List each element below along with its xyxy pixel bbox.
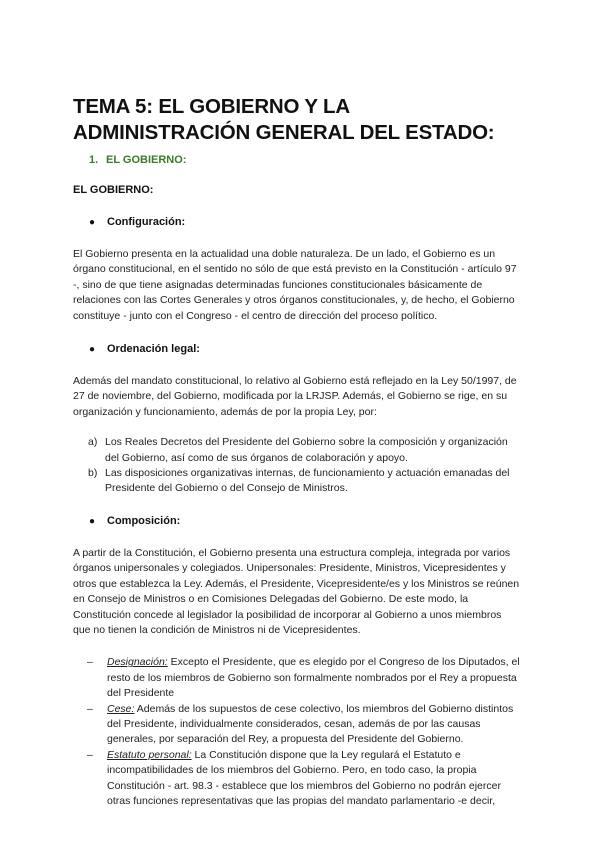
list-item-label: Estatuto personal: (107, 748, 192, 761)
list-marker: b) (88, 467, 98, 480)
configuracion-heading (89, 216, 521, 228)
composicion-list (73, 655, 521, 809)
list-marker: a) (88, 436, 98, 449)
list-item (73, 466, 521, 497)
dash-marker: – (87, 656, 93, 669)
list-item-text: La Constitución dispone que la Ley regulará el Estatuto e incompatibilidades de los miembros del Gobierno. Pero, en todo caso, la propia Constitución - art. 98.3 - establece que los miembros del Gobierno no podrán ejercer otras funciones representativas que las propias del mandato parlamentario -e decir, (107, 748, 501, 807)
bullet-icon: ● (89, 515, 96, 527)
bullet-icon: ● (89, 217, 96, 228)
ordenacion-heading-label: Ordenación legal: (107, 343, 200, 356)
bullet-icon: ● (89, 344, 96, 356)
list-item-content (107, 655, 521, 701)
list-item (73, 748, 521, 810)
list-item-text: Los Reales Decretos del Presidente del Gobierno sobre la composición y organización del Gobierno, así como de sus órganos de colaboración y apoyo. (105, 436, 508, 464)
title-line-2: ADMINISTRACIÓN GENERAL DEL ESTADO: (73, 121, 495, 144)
composicion-heading (89, 515, 521, 527)
subheading: EL GOBIERNO: (73, 184, 154, 196)
list-item (73, 655, 521, 701)
list-item-label: Cese: (107, 702, 135, 715)
configuracion-paragraph: El Gobierno presenta en la actualidad una doble naturaleza. De un lado, el Gobierno es un órgano constitucional, en el sentido no sólo de que está previsto en la Constitución - artículo 97 -, sino de que tiene asignadas determinadas funciones constitucionales básicamente de relaciones con las Cortes Generales y otros órganos constitucionales, y, de hecho, el Gobierno constituye - junto con el Congreso - el centro de dirección del proceso político. (73, 248, 517, 322)
list-item (73, 435, 521, 466)
list-item-text: Excepto el Presidente, que es elegido por el Congreso de los Diputados, el resto de los miembros de Gobierno son formalmente nombrados por el Rey a propuesta del Presidente (107, 656, 520, 700)
list-item-text: Además de los supuestos de cese colectivo, los miembros del Gobierno distintos del Presidente, individualmente considerados, cesan, además de por las causas generales, por separación del Rey, a propuesta del Presidente del Gobierno. (107, 702, 514, 746)
configuracion-heading-label: Configuración: (107, 216, 186, 228)
ordenacion-paragraph: Además del mandato constitucional, lo relativo al Gobierno está reflejado en la Ley 50/1997, de 27 de noviembre, del Gobierno, modificada por la LRJSP. Además, el Gobierno se rige, en su organización y funcionamiento, además de por la propia Ley, por: (73, 375, 517, 418)
title-line-1: TEMA 5: EL GOBIERNO Y LA (73, 95, 350, 118)
list-item-label: Designación: (107, 656, 168, 669)
ordenacion-list (73, 435, 521, 497)
composicion-heading-label: Composición: (107, 514, 181, 527)
list-item-content (107, 748, 521, 810)
ordenacion-heading (89, 343, 521, 355)
list-item (73, 702, 521, 748)
list-item-content (107, 702, 521, 748)
composicion-paragraph: A partir de la Constitución, el Gobierno presenta una estructura compleja, integrada por varios órganos unipersonales y colegiados. Unipersonales: Presidente, Ministros, Vicepresidentes y otros que establezca la Ley. Además, el Presidente, Vicepresidente/es y los Ministros se reúnen en Consejo de Ministros o en Comisiones Delegadas del Gobierno. De este modo, la Constitución concede al legislador la posibilidad de incorporar al Gobierno a unos miembros que no tienen la condición de Ministros ni de Vicepresidentes. (73, 546, 520, 636)
dash-marker: – (87, 748, 93, 761)
dash-marker: – (87, 702, 93, 715)
section-heading (89, 154, 521, 166)
section-number: 1. (89, 154, 99, 166)
section-title: EL GOBIERNO: (106, 154, 187, 166)
page-title (73, 94, 521, 146)
list-item-text: Las disposiciones organizativas internas, de funcionamiento y actuación emanadas del Presidente del Gobierno o del Consejo de Ministros. (105, 467, 510, 495)
